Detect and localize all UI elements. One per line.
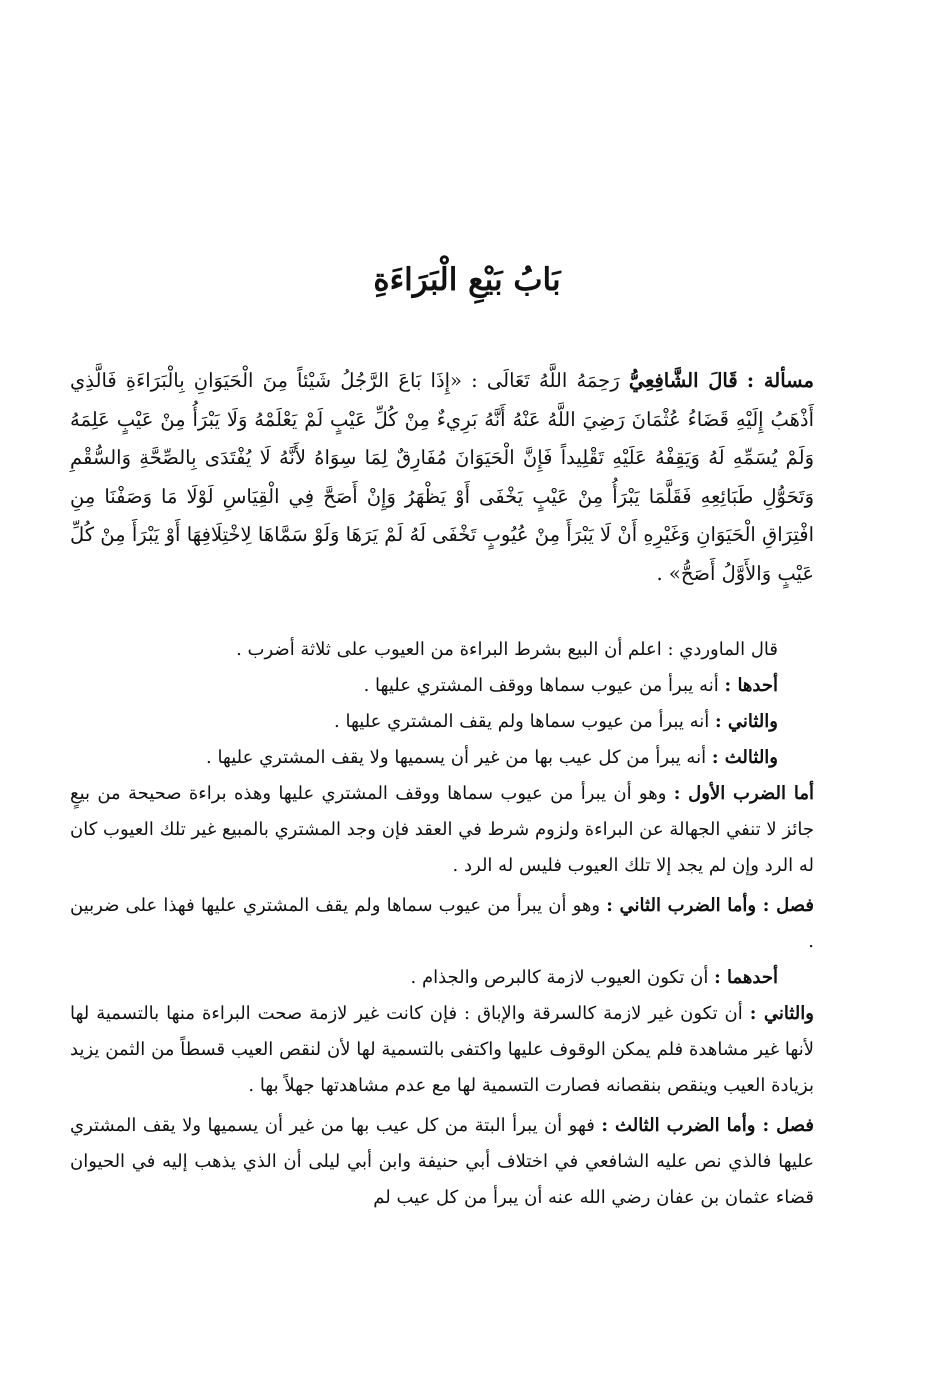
paragraph-label: فصل : وأما الضرب الثالث : <box>601 1115 814 1136</box>
paragraph-text: أنه يبرأ من عيوب سماها ولم يقف المشتري عليها . <box>334 711 710 732</box>
paragraph-text: وهو أن يبرأ من عيوب سماها ووقف المشتري عليها وهذه براءة صحيحة من بيعٍ جائز لا تنفي الجهالة عن البراءة ولزوم شرط في العقد فإن وجد المشتري بالمبيع غير تلك العيوب كان له الرد وإن لم يجد إلا تلك العيوب فليس له الرد . <box>70 783 814 876</box>
paragraph-first-kind <box>70 776 814 884</box>
section-second-kind <box>70 888 814 960</box>
paragraph-second-subtype <box>70 996 814 1104</box>
paragraph-label: أما الضرب الأول : <box>673 783 814 804</box>
paragraph-text: أن تكون العيوب لازمة كالبرص والجذام . <box>410 967 709 988</box>
paragraph-text: قال الماوردي : اعلم أن البيع بشرط البراءة من العيوب على ثلاثة أضرب . <box>236 639 778 660</box>
paragraph-label: أحدهما : <box>714 967 778 988</box>
section-third-kind <box>70 1108 814 1216</box>
paragraph-text: أن تكون غير لازمة كالسرقة والإباق : فإن كانت غير لازمة صحت البراءة منها بالتسمية لها لأنها غير مشاهدة فلم يمكن الوقوف عليها واكتفى بالتسمية لها لأن لنقص العيب قسطاً من الثمن يزيد بزيادة العيب وينقص بنقصانه فصارت التسمية لها مع عدم مشاهدتها جهلاً بها . <box>70 1003 814 1096</box>
commentary <box>70 632 814 1216</box>
masala-speaker: قَالَ الشَّافِعِيُّ <box>628 369 738 392</box>
paragraph-text: أنه يبرأ من كل عيب بها من غير أن يسميها ولا يقف المشتري عليها . <box>206 747 707 768</box>
paragraph-label: فصل : وأما الضرب الثاني : <box>606 895 814 916</box>
paragraph-label: والثالث : <box>711 747 778 768</box>
paragraph-label: أحدها : <box>724 675 778 696</box>
masala-paragraph <box>70 362 814 593</box>
paragraph-text: أنه يبرأ من عيوب سماها ووقف المشتري عليها . <box>363 675 719 696</box>
masala-text: رَحِمَهُ اللَّهُ تَعَالَى : «إِذَا بَاعَ الرَّجُلُ شَيْئاً مِنَ الْحَيَوَانِ بِالْبَرَاءَةِ فَالَّذِي أَذْهَبُ إِلَيْهِ قَضَاءُ عُثْمَانَ رَضِيَ اللَّهُ عَنْهُ أَنَّهُ بَرِيءٌ مِنْ كُلِّ عَيْبٍ لَمْ يَعْلَمْهُ وَلَا يَبْرَأُ مِنْ عَيْبٍ عَلِمَهُ وَلَمْ يُسَمِّهِ لَهُ وَيَقِفْهُ عَلَيْهِ تَقْلِيداً فَإِنَّ الْحَيَوَانَ مُفَارِقٌ لِمَا سِوَاهُ لأَنَّهُ لَا يُفْتَدَى بِالصِّحَّةِ وَالسُّقْمِ وَتَحَوُّلِ طَبَائِعِهِ فَقَلَّمَا يَبْرَأُ مِنْ عَيْبٍ يَخْفَى أَوْ يَظْهَرُ وَإِنْ أَصَحَّ فِي الْقِيَاسِ لَوْلَا مَا وَصَفْنَا مِنِ افْتِرَاقِ الْحَيَوَانِ وَغَيْرِهِ أَنْ لَا يَبْرَأَ مِنْ عُيُوبٍ تَخْفَى لَهُ لَمْ يَرَهَا وَلَوْ سَمَّاهَا لِاخْتِلَافِهَا أَوْ يَبْرَأَ مِنْ كُلِّ عَيْبٍ وَالأَوَّلُ أَصَحُّ» . <box>70 369 814 585</box>
masala-label: مسألة : <box>746 369 815 392</box>
paragraph-label: والثاني : <box>714 711 778 732</box>
chapter-title: بَابُ بَيْعِ الْبَرَاءَةِ <box>373 262 561 298</box>
paragraph-text: فهو أن يبرأ البتة من كل عيب بها من غير أن يسميها ولا يقف المشتري عليها فالذي نص عليه الشافعي في اختلاف أبي حنيفة وابن أبي ليلى أن الذي يذهب إليه في الحيوان قضاء عثمان بن عفان رضي الله عنه أن يبرأ من كل عيب لم <box>70 1115 814 1208</box>
paragraph-first-type <box>70 668 814 704</box>
paragraph-intro <box>70 632 814 668</box>
paragraph-label: والثاني : <box>749 1003 814 1024</box>
paragraph-second-type <box>70 704 814 740</box>
paragraph-first-subtype <box>70 960 814 996</box>
paragraph-text: وهو أن يبرأ من عيوب سماها ولم يقف المشتري عليها فهذا على ضربين . <box>70 895 814 952</box>
paragraph-third-type <box>70 740 814 776</box>
